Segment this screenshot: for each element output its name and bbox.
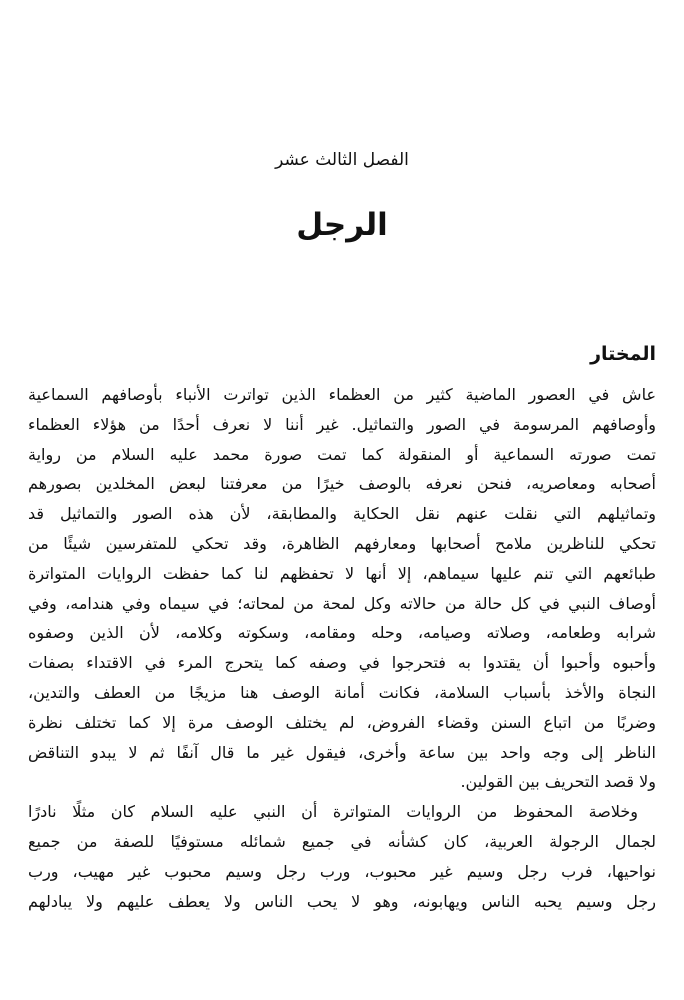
text-line: لجمال الرجولة العربية، كان كشأنه في جميع شمائله مستوفيًا للصفة من جميع [28, 831, 656, 851]
text-line: وأحبوه وأحبوا أن يقتدوا به فتحرجوا في وصفه كما يتحرج المرء في الاقتداء بصفات [28, 653, 656, 673]
text-line: عاش في العصور الماضية كثير من العظماء الذين تواترت الأنباء بأوصافهم السماعية [28, 385, 656, 404]
text-line: وضربًا من اتباع السنن وقضاء الفروض، لم يختلف الوصف مرة إلا كما تختلف نظرة [28, 712, 656, 732]
text-line: ولا قصد التحريف بين القولين. [460, 772, 656, 792]
text-line: نواحيها، فرب رجل وسيم غير محبوب، ورب رجل وسيم محبوب غير مهيب، ورب [28, 861, 656, 881]
text-line: رجل وسيم يحبه الناس ويهابونه، وهو لا يحب الناس ولا يعطف عليهم ولا يبادلهم [28, 891, 656, 911]
text-line: شرابه وطعامه، وصلاته وصيامه، وحله ومقامه، وسكوته وكلامه، لأن الذين وصفوه [28, 623, 656, 643]
text-line: تحكي للناظرين ملامح أصحابها ومعارفهم الظاهرة، وقد تحكي للمتفرسين شيئًا من [28, 533, 656, 553]
text-line: الناظر إلى وجه واحد بين ساعة وأخرى، فيقول غير ما قال آنفًا ثم لا يبدو التناقض [28, 742, 656, 762]
chapter-label: الفصل الثالث عشر [275, 150, 409, 170]
chapter-title: الرجل [296, 207, 388, 243]
text-line: أوصاف النبي في كل حالة من حالاته وكل لمحة من لمحاته؛ في سيماه وفي هندامه، وفي [28, 593, 656, 613]
paragraph-2 [28, 797, 656, 916]
text-line: النجاة والأخذ بأسباب السلامة، فكانت أمانة الوصف هنا مزيجًا من العطف والتدين، [28, 682, 656, 702]
text-line: وأوصافهم المرسومة في الصور والتماثيل. غير أننا لا نعرف أحدًا من هؤلاء العظماء [28, 414, 656, 434]
text-line: أصحابه ومعاصريه، فنحن نعرفه بالوصف خيرًا من معرفتنا لبعض المخلدين بصورهم [28, 474, 656, 494]
text-line: طبائعهم التي تنم عليها سيماهم، إلا أنها لا تحفظهم لنا كما حفظت الروايات المتواترة [28, 563, 656, 583]
text-line: وخلاصة المحفوظ من الروايات المتواترة أن النبي عليه السلام كان مثلًا نادرًا [28, 802, 638, 822]
text-line: وتماثيلهم التي نقلت عنهم نقل الحكاية والمطابقة، لأن هذه الصور والتماثيل قد [28, 504, 656, 524]
body-text [28, 380, 656, 916]
section-heading: المختار [590, 343, 656, 365]
paragraph-1 [28, 380, 656, 797]
text-line: تمت صورته السماعية أو المنقولة كما تمت صورة محمد عليه السلام من رواية [28, 444, 656, 464]
